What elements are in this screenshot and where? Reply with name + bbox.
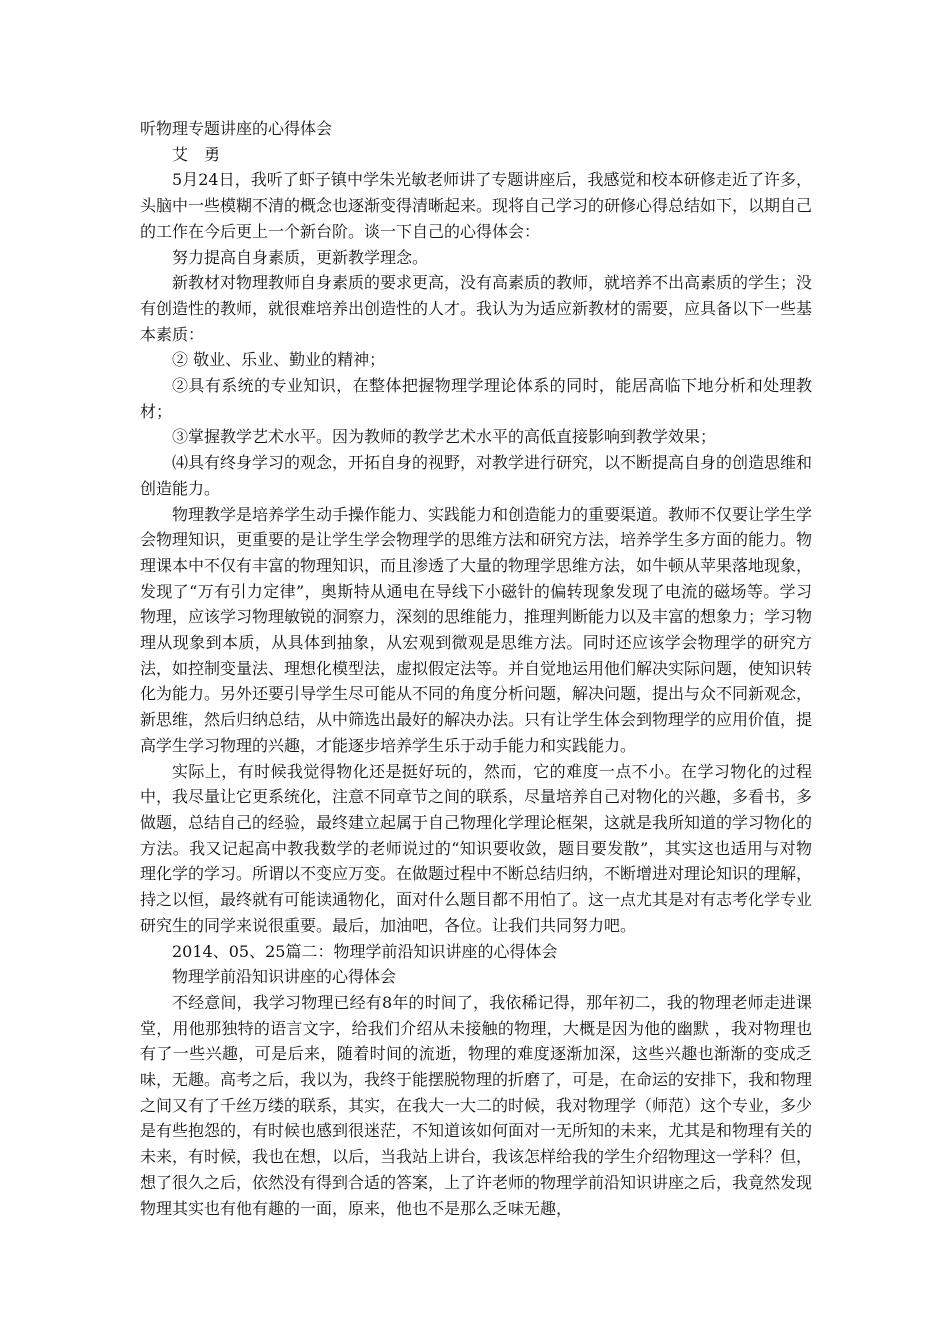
list-item: ②具有系统的专业知识，在整体把握物理学理论体系的同时，能居高临下地分析和处理教材； [140,376,812,421]
section-subtitle: 物理学前沿知识讲座的心得体会 [172,967,397,987]
paragraph: 物理教学是培养学生动手操作能力、实践能力和创造能力的重要渠道。教师不仅要让学生学会物理知识，更重要的是让学生学会物理学的思维方法和研究方法，培养学生多方面的能力。物理课本中不仅有丰富的物理知识，而且渗透了大量的物理学思维方法，如牛顿从苹果落地现象，发现了“万有引力定律”，奥斯特从通电在导线下小磁针的偏转现象发现了电流的磁场等。学习物理，应该学习物理敏锐的洞察力，深刻的思维能力，推理判断能力以及丰富的想象力；学习物理从现象到本质，从具体到抽象，从宏观到微观是思维方法。同时还应该学会物理学的研究方法，如控制变量法、理想化模型法，虚拟假定法等。并自觉地运用他们解决实际问题，使知识转化为能力。另外还要引导学生尽可能从不同的角度分析问题，解决问题，提出与众不同新观念，新思维，然后归纳总结，从中筛选出最好的解决办法。只有让学生体会到物理学的应用价值，提高学生学习物理的兴趣，才能逐步培养学生乐于动手能力和实践能力。 [140,504,813,755]
document-title: 听物理专题讲座的心得体会 [140,119,333,138]
paragraph: 5月24日，我听了虾子镇中学朱光敏老师讲了专题讲座后，我感觉和校本研修走近了许多，头脑中一些模糊不清的概念也逐渐变得清晰起来。现将自己学习的研修心得总结如下，以期自己的工作在今后更上一个新台阶。谈一下自己的心得体会： [140,170,813,241]
list-item: ⑷具有终身学习的观念，开拓自身的视野，对教学进行研究，以不断提高自身的创造思维和创造能力。 [140,453,813,498]
list-item: ② 敬业、乐业、勤业的精神； [172,350,386,370]
document-page [140,116,812,1221]
section-heading: 2014、05、25篇二：物理学前沿知识讲座的心得体会 [172,941,558,961]
paragraph: 不经意间，我学习物理已经有8年的时间了，我依稀记得，那年初二，我的物理老师走进课堂，用他那独特的语言文字，给我们介绍从未接触的物理，大概是因为他的幽默 ，我对物理也有了一些兴趣，可是后来，随着时间的流逝，物理的难度逐渐加深，这些兴趣也渐渐的变成乏味，无趣。高考之后，我以为，我终于能摆脱物理的折磨了，可是，在命运的安排下，我和物理之间又有了千丝万缕的联系，其实，在我大一大二的时候，我对物理学（师范）这个专业，多少是有些抱怨的，有时候也感到很迷茫，不知道该如何面对一无所知的未来，尤其是和物理有关的未来，有时候，我也在想，以后，当我站上讲台，我该怎样给我的学生介绍物理这一学科？但，想了很久之后，依然没有得到合适的答案，上了许老师的物理学前沿知识讲座之后，我竟然发现物理其实也有他有趣的一面，原来，他也不是那么乏味无趣， [140,992,813,1218]
list-item: ③掌握教学艺术水平。因为教师的教学艺术水平的高低直接影响到教学效果； [172,427,717,447]
paragraph: 实际上，有时候我觉得物化还是挺好玩的，然而，它的难度一点不小。在学习物化的过程中，我尽量让它更系统化，注意不同章节之间的联系，尽量培养自己对物化的兴趣，多看书，多做题，总结自己的经验，最终建立起属于自己物理化学理论框架，这就是我所知道的学习物化的方法。我又记起高中教我数学的老师说过的“知识要收敛，题目要发散”，其实这也适用与对物理化学的学习。所谓以不变应万变。在做题过程中不断总结归纳，不断增进对理论知识的理解，持之以恒，最终就有可能读通物化，面对什么题目都不用怕了。这一点尤其是对有志考化学专业研究生的同学来说很重要。最后，加油吧，各位。让我们共同努力吧。 [140,761,813,935]
author-name: 艾 勇 [172,144,221,164]
paragraph: 努力提高自身素质，更新教学理念。 [172,247,429,267]
paragraph: 新教材对物理教师自身素质的要求更高，没有高素质的教师，就培养不出高素质的学生；没有创造性的教师，就很难培养出创造性的人才。我认为为适应新教材的需要，应具备以下一些基本素质： [140,273,813,344]
